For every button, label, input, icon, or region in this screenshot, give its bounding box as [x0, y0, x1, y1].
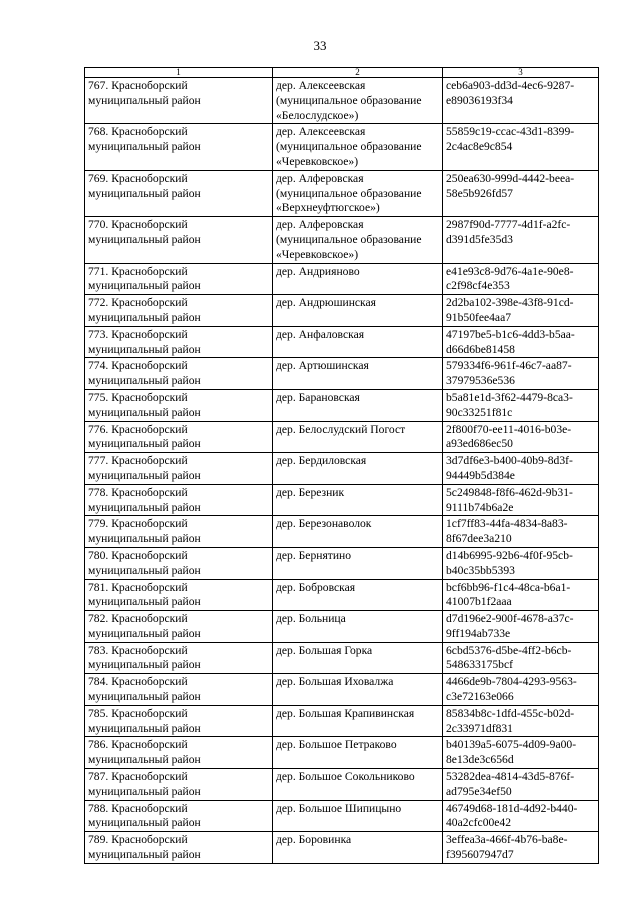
district-cell: 773. Красноборский муниципальный район [85, 326, 273, 358]
settlement-cell: дер. Большая Крапивинская [273, 705, 443, 737]
table-row [85, 611, 599, 643]
code-cell: d7d196e2-900f-4678-a37c-9ff194ab733e [443, 611, 599, 643]
settlement-cell: дер. Бердиловская [273, 453, 443, 485]
table-row [85, 674, 599, 706]
table-row [85, 124, 599, 170]
code-cell: ceb6a903-dd3d-4ec6-9287-e89036193f34 [443, 78, 599, 124]
district-cell: 776. Красноборский муниципальный район [85, 421, 273, 453]
table-header-row [85, 68, 599, 78]
settlement-cell: дер. Большая Иховалжа [273, 674, 443, 706]
district-cell: 770. Красноборский муниципальный район [85, 217, 273, 263]
page-number: 33 [313, 38, 327, 53]
district-cell: 786. Красноборский муниципальный район [85, 737, 273, 769]
code-cell: 5c249848-f8f6-462d-9b31-9111b74b6a2e [443, 484, 599, 516]
column-header-3: 3 [443, 68, 599, 78]
code-cell: 3effea3a-466f-4b76-ba8e-f395607947d7 [443, 832, 599, 864]
code-cell: 85834b8c-1dfd-455c-b02d-2c33971df831 [443, 705, 599, 737]
code-cell: 1cf7ff83-44fa-4834-8a83-8f67dee3a210 [443, 516, 599, 548]
settlement-cell: дер. Алексеевская (муниципальное образование «Белослудское») [273, 78, 443, 124]
settlement-cell: дер. Большое Шипицыно [273, 800, 443, 832]
code-cell: 2d2ba102-398e-43f8-91cd-91b50fee4aa7 [443, 295, 599, 327]
code-cell: 53282dea-4814-43d5-876f-ad795e34ef50 [443, 769, 599, 801]
district-cell: 775. Красноборский муниципальный район [85, 389, 273, 421]
settlement-cell: дер. Белослудский Погост [273, 421, 443, 453]
table-row [85, 800, 599, 832]
code-cell: 6cbd5376-d5be-4ff2-b6cb-548633175bcf [443, 642, 599, 674]
table-row [85, 389, 599, 421]
district-cell: 768. Красноборский муниципальный район [85, 124, 273, 170]
table-body [85, 78, 599, 864]
table-row [85, 78, 599, 124]
settlement-cell: дер. Большое Сокольниково [273, 769, 443, 801]
settlement-cell: дер. Алферовская (муниципальное образование «Верхнеуфтюгское») [273, 170, 443, 216]
settlement-cell: дер. Большая Горка [273, 642, 443, 674]
settlement-cell: дер. Алферовская (муниципальное образование «Черевковское») [273, 217, 443, 263]
district-cell: 767. Красноборский муниципальный район [85, 78, 273, 124]
district-cell: 782. Красноборский муниципальный район [85, 611, 273, 643]
settlement-cell: дер. Андрюшинская [273, 295, 443, 327]
code-cell: e41e93c8-9d76-4a1e-90e8-c2f98cf4e353 [443, 263, 599, 295]
code-cell: bcf6bb96-f1c4-48ca-b6a1-41007b1f2aaa [443, 579, 599, 611]
table-row [85, 358, 599, 390]
code-cell: 46749d68-181d-4d92-b440-40a2cfc00e42 [443, 800, 599, 832]
table-row [85, 453, 599, 485]
column-header-1: 1 [85, 68, 273, 78]
table-row [85, 642, 599, 674]
settlement-cell: дер. Барановская [273, 389, 443, 421]
settlement-cell: дер. Больница [273, 611, 443, 643]
table-row [85, 421, 599, 453]
settlement-cell: дер. Бернятино [273, 547, 443, 579]
settlement-cell: дер. Березник [273, 484, 443, 516]
table-row [85, 579, 599, 611]
district-cell: 778. Красноборский муниципальный район [85, 484, 273, 516]
district-cell: 783. Красноборский муниципальный район [85, 642, 273, 674]
table-row [85, 832, 599, 864]
table-row [85, 516, 599, 548]
table-row [85, 547, 599, 579]
district-cell: 771. Красноборский муниципальный район [85, 263, 273, 295]
settlement-cell: дер. Березонаволок [273, 516, 443, 548]
district-cell: 789. Красноборский муниципальный район [85, 832, 273, 864]
settlement-cell: дер. Большое Петраково [273, 737, 443, 769]
code-cell: 2987f90d-7777-4d1f-a2fc-d391d5fe35d3 [443, 217, 599, 263]
settlement-cell: дер. Артюшинская [273, 358, 443, 390]
code-cell: 3d7df6e3-b400-40b9-8d3f-94449b5d384e [443, 453, 599, 485]
table-row [85, 705, 599, 737]
table-row [85, 170, 599, 216]
district-cell: 781. Красноборский муниципальный район [85, 579, 273, 611]
district-cell: 779. Красноборский муниципальный район [85, 516, 273, 548]
code-cell: b5a81e1d-3f62-4479-8ca3-90c33251f81c [443, 389, 599, 421]
code-cell: 250ea630-999d-4442-beea-58e5b926fd57 [443, 170, 599, 216]
district-cell: 785. Красноборский муниципальный район [85, 705, 273, 737]
table-row [85, 263, 599, 295]
district-cell: 788. Красноборский муниципальный район [85, 800, 273, 832]
table-row [85, 737, 599, 769]
settlement-cell: дер. Анфаловская [273, 326, 443, 358]
district-cell: 777. Красноборский муниципальный район [85, 453, 273, 485]
column-header-2: 2 [273, 68, 443, 78]
district-cell: 774. Красноборский муниципальный район [85, 358, 273, 390]
district-cell: 787. Красноборский муниципальный район [85, 769, 273, 801]
table-row [85, 769, 599, 801]
code-cell: 2f800f70-ee11-4016-b03e-a93ed686ec50 [443, 421, 599, 453]
district-cell: 769. Красноборский муниципальный район [85, 170, 273, 216]
district-cell: 772. Красноборский муниципальный район [85, 295, 273, 327]
table-row [85, 295, 599, 327]
code-cell: b40139a5-6075-4d09-9a00-8e13de3c656d [443, 737, 599, 769]
settlements-table [84, 67, 599, 864]
code-cell: d14b6995-92b6-4f0f-95cb-b40c35bb5393 [443, 547, 599, 579]
table-row [85, 484, 599, 516]
code-cell: 4466de9b-7804-4293-9563-c3e72163e066 [443, 674, 599, 706]
code-cell: 47197be5-b1c6-4dd3-b5aa-d66d6be81458 [443, 326, 599, 358]
settlement-cell: дер. Алексеевская (муниципальное образование «Черевковское») [273, 124, 443, 170]
district-cell: 784. Красноборский муниципальный район [85, 674, 273, 706]
settlement-cell: дер. Бобровская [273, 579, 443, 611]
code-cell: 55859c19-ccac-43d1-8399-2c4ac8e9c854 [443, 124, 599, 170]
table-row [85, 326, 599, 358]
table-row [85, 217, 599, 263]
settlement-cell: дер. Боровинка [273, 832, 443, 864]
district-cell: 780. Красноборский муниципальный район [85, 547, 273, 579]
code-cell: 579334f6-961f-46c7-aa87-37979536e536 [443, 358, 599, 390]
settlement-cell: дер. Андрияново [273, 263, 443, 295]
